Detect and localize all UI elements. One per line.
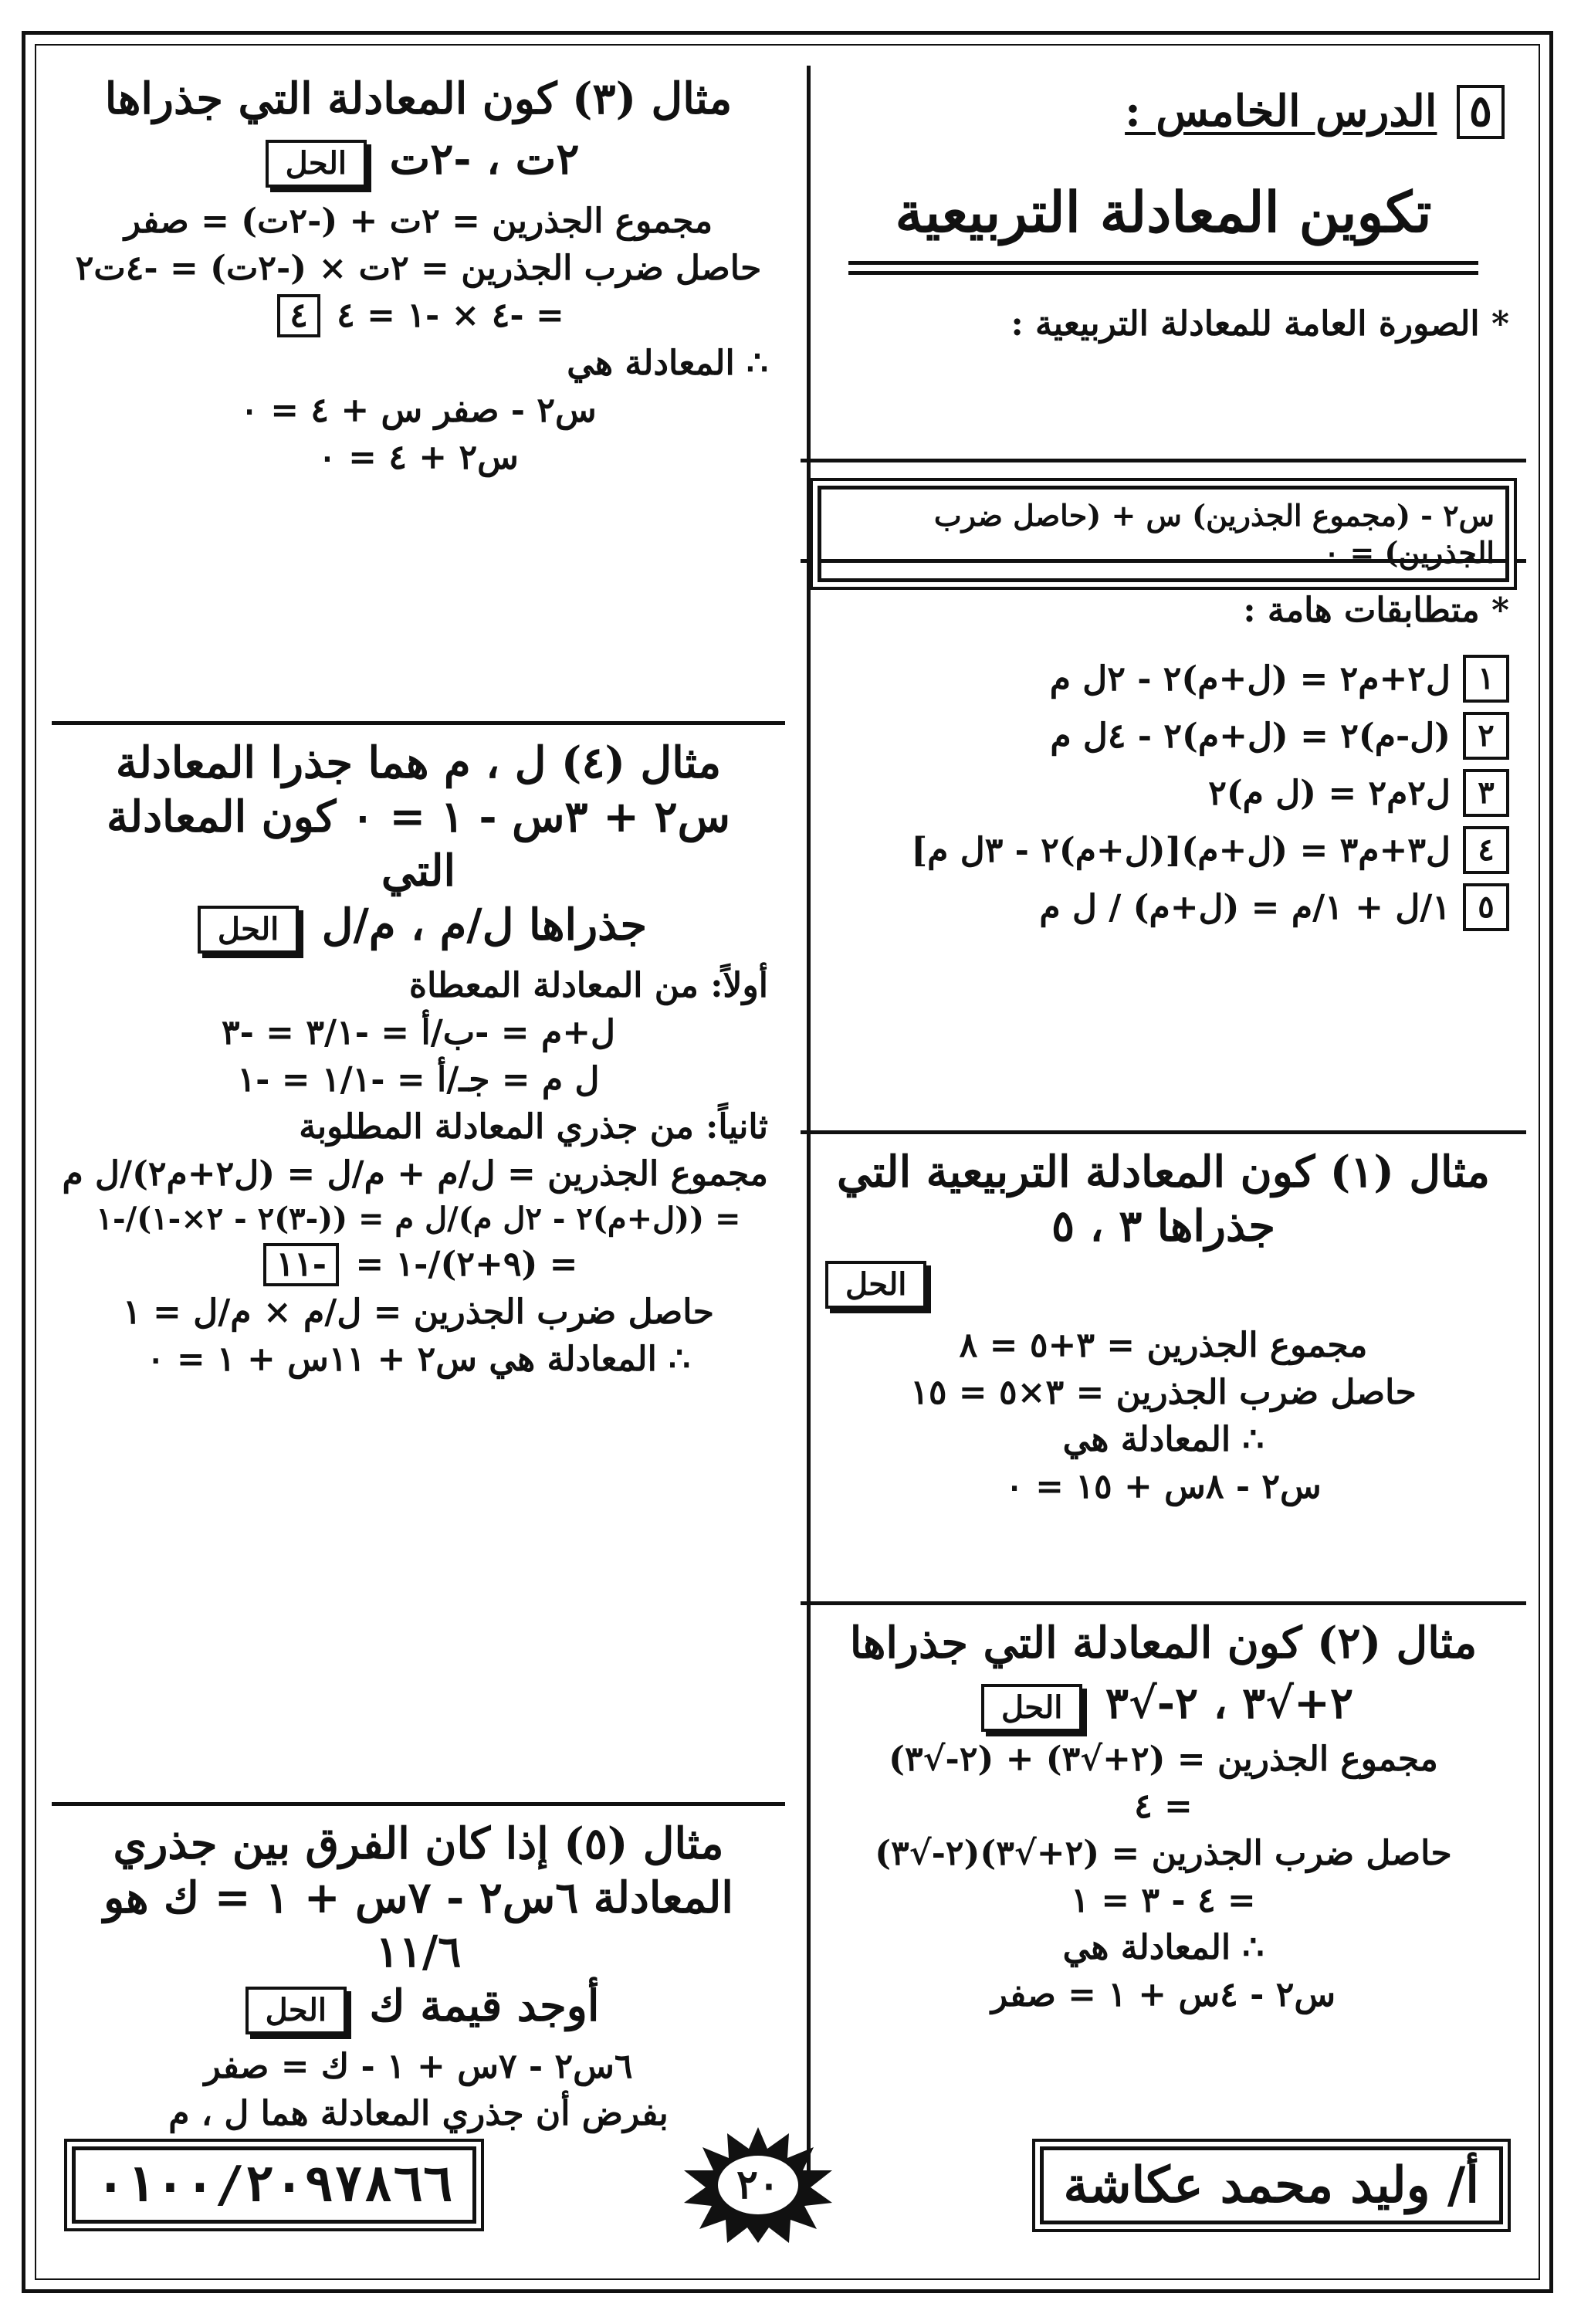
- example-3-line: = -٤ × -١ = ٤: [337, 296, 564, 335]
- page-number-badge: [681, 2127, 835, 2243]
- author-name: أ/ وليد محمد عكاشة: [1040, 2146, 1503, 2224]
- identity-text: ل٣+م٣ = (ل+م)[(ل+م)٢ - ٣ل م]: [911, 830, 1451, 870]
- example-5-line3-row: [69, 1979, 768, 2034]
- identity-2: [818, 712, 1509, 760]
- example-3-boxed-answer: ٤: [277, 294, 320, 337]
- example-1-line: حاصل ضرب الجذرين = ٣×٥ = ١٥: [910, 1373, 1417, 1412]
- example-2-line: حاصل ضرب الجذرين = (٢+√٣)(٢-√٣): [875, 1834, 1452, 1873]
- general-form-formula: س٢ - (مجموع الجذرين) س + (حاصل ضرب الجذرين) = ٠: [818, 486, 1509, 582]
- example-3-title: مثال (٣) كون المعادلة التي جذراها: [104, 73, 733, 124]
- example-4-line: ل م = جـ/أ = -١/١ = -١: [237, 1060, 600, 1099]
- general-form-heading: * الصورة العامة للمعادلة التربيعية :: [1011, 303, 1509, 344]
- example-4-line-boxed: [69, 1243, 768, 1286]
- example-3-line-boxed: [69, 294, 768, 337]
- example-4-line: = ((ل+م)٢ - ٢ل م)/ل م = ((-٣)٢ - ٢×-١)/-١: [96, 1201, 741, 1237]
- example-3-line: س٢ + ٤ = ٠: [318, 438, 519, 478]
- example-4-line: ل+م = -ب/أ = -٣/١ = -٣: [221, 1013, 616, 1052]
- solution-label: الحل: [825, 1261, 926, 1309]
- example-4-line: مجموع الجذرين = ل/م + م/ل = (ل٢+م٢)/ل م: [62, 1154, 768, 1194]
- lesson-header: [801, 61, 1526, 462]
- example-1-solution-row: [818, 1261, 1509, 1309]
- example-3-roots: ٢ت ، -٢ت: [389, 134, 580, 185]
- example-2-line: = ٤ - ٣ = ١: [1071, 1881, 1256, 1920]
- lesson-title-row: [818, 84, 1509, 139]
- identity-number: ٢: [1463, 712, 1509, 760]
- identity-text: ١/ل + ١/م = (ل+م) / ل م: [1039, 887, 1451, 927]
- example-1-line: مجموع الجذرين = ٣+٥ = ٨: [959, 1326, 1368, 1365]
- example-5-line2: المعادلة ٦س٢ - ٧س + ١ = ك هو ١١/٦: [103, 1872, 733, 1977]
- identity-text: ل٢م٢ = (ل م)٢: [1208, 773, 1451, 813]
- example-2-line: ∴ المعادلة هي: [1062, 1928, 1264, 1967]
- lesson-number: ٥: [1457, 85, 1505, 139]
- example-1-line: ∴ المعادلة هي: [1062, 1420, 1264, 1459]
- right-column: [801, 61, 1526, 2207]
- example-4: [52, 725, 785, 1806]
- example-5-title: مثال (٥) إذا كان الفرق بين جذري: [113, 1818, 724, 1869]
- title-double-rule: [848, 261, 1478, 275]
- solution-label: الحل: [981, 1684, 1082, 1732]
- example-4-title: مثال (٤) ل ، م هما جذرا المعادلة: [115, 737, 722, 788]
- example-1: [801, 1134, 1526, 1605]
- solution-label: الحل: [198, 906, 299, 954]
- example-2-roots: ٢+√٣ ، ٢-√٣: [1105, 1678, 1354, 1729]
- lesson-subtitle: تكوين المعادلة التربيعية: [895, 178, 1432, 245]
- identities-section: [801, 563, 1526, 1134]
- example-3-line: حاصل ضرب الجذرين = ٢ت × (-٢ت) = -٤ت٢: [75, 249, 762, 288]
- identity-5: [818, 883, 1509, 931]
- solution-label: الحل: [245, 1987, 347, 2034]
- example-2-title: مثال (٢) كون المعادلة التي جذراها: [849, 1618, 1478, 1668]
- general-form-section: [801, 462, 1526, 570]
- example-2: [801, 1605, 1526, 2177]
- page-number: ٢٠: [736, 2161, 780, 2208]
- example-3-line: س٢ - صفر س + ٤ = ٠: [240, 391, 597, 431]
- example-5-line3: أوجد قيمة ك: [369, 1980, 600, 2031]
- identity-number: ١: [1463, 655, 1509, 703]
- left-column: [52, 61, 785, 2207]
- example-2-line: = ٤: [1134, 1787, 1193, 1826]
- example-3-line: مجموع الجذرين = ٢ت + (-٢ت) = صفر: [124, 202, 713, 241]
- example-4-line2: س٢ + ٣س - ١ = ٠ كون المعادلة التي: [107, 791, 730, 896]
- example-5-line: ٦س٢ - ٧س + ١ - ك = صفر: [204, 2047, 633, 2086]
- identity-number: ٤: [1463, 826, 1509, 874]
- example-2-line: مجموع الجذرين = (٢+√٣) + (٢-√٣): [889, 1740, 1438, 1779]
- phone-number: ٠١٠٠/٢٠٩٧٨٦٦: [72, 2146, 476, 2224]
- lesson-title: الدرس الخامس :: [1125, 86, 1437, 137]
- example-4-line: = (٩+٢)/-١ =: [355, 1245, 578, 1284]
- example-1-title: مثال (١) كون المعادلة التربيعية التي جذراها ٣ ، ٥: [836, 1147, 1491, 1252]
- example-4-line: ∴ المعادلة هي س٢ + ١١س + ١ = ٠: [146, 1340, 691, 1380]
- example-5-line: بفرض أن جذري المعادلة هما ل ، م: [168, 2094, 669, 2133]
- page-footer: [72, 2127, 1503, 2243]
- example-4-line: أولاً: من المعادلة المعطاة: [409, 966, 768, 1005]
- example-2-line: س٢ - ٤س + ١ = صفر: [990, 1975, 1336, 2014]
- identity-number: ٥: [1463, 883, 1509, 931]
- solution-label: الحل: [266, 140, 367, 188]
- page-frame: [22, 31, 1553, 2293]
- identity-3: [818, 769, 1509, 817]
- example-3-roots-row: [69, 132, 768, 188]
- example-1-line: س٢ - ٨س + ١٥ = ٠: [1005, 1467, 1322, 1506]
- identity-4: [818, 826, 1509, 874]
- example-3: [52, 61, 785, 725]
- example-4-line: حاصل ضرب الجذرين = ل/م × م/ل = ١: [123, 1292, 714, 1333]
- example-4-boxed-answer: -١١: [263, 1243, 339, 1286]
- identity-1: [818, 655, 1509, 703]
- example-4-line3: جذراها ل/م ، م/ل: [321, 899, 648, 950]
- identity-text: ل٢+م٢ = (ل+م)٢ - ٢ل م: [1049, 659, 1451, 699]
- example-4-line: ثانياً: من جذري المعادلة المطلوبة: [299, 1107, 768, 1147]
- example-4-line3-row: [69, 898, 768, 954]
- example-3-line: ∴ المعادلة هي: [567, 344, 768, 384]
- identities-heading: * متطابقات هامة :: [1243, 591, 1509, 630]
- identity-text: (ل-م)٢ = (ل+م)٢ - ٤ل م: [1050, 716, 1451, 756]
- identity-number: ٣: [1463, 769, 1509, 817]
- example-2-roots-row: [818, 1676, 1509, 1732]
